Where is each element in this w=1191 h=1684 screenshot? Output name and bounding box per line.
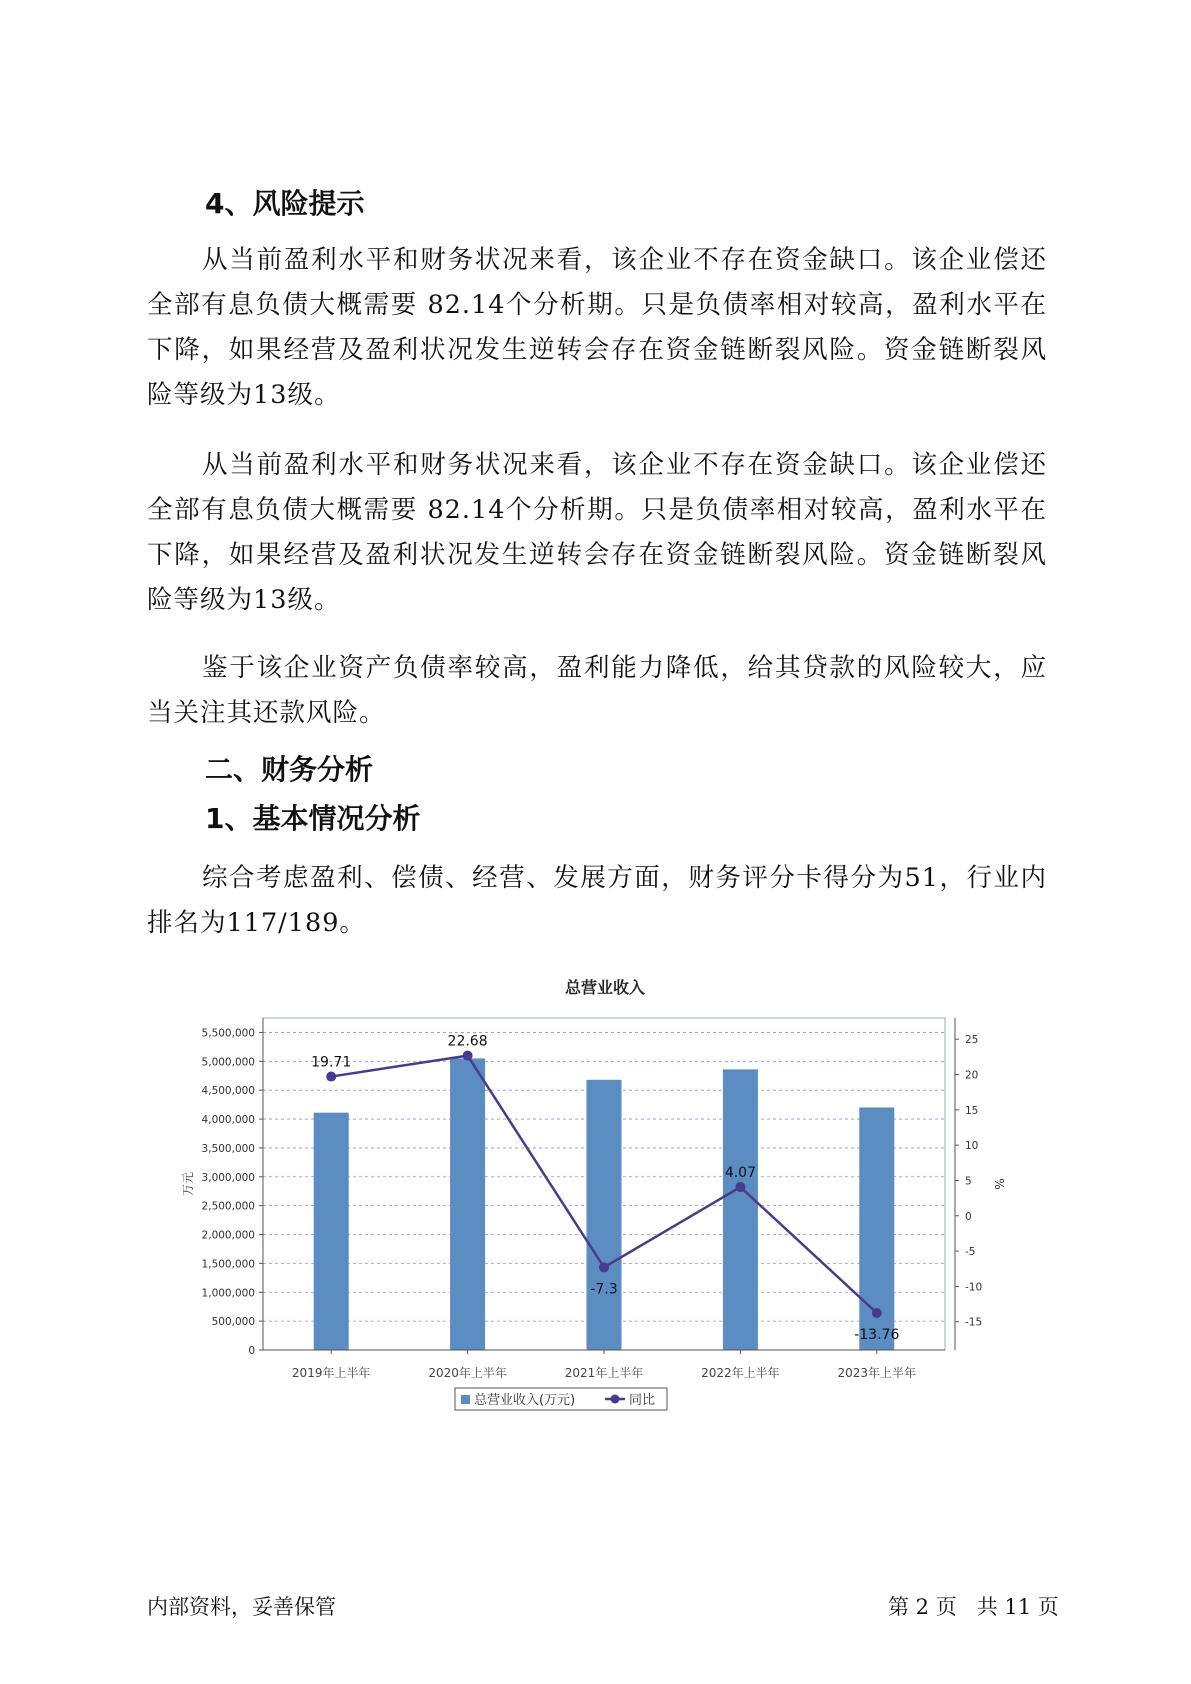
line-point xyxy=(872,1308,882,1318)
legend-swatch-bar xyxy=(461,1395,470,1404)
y-tick-label: 2,000,000 xyxy=(201,1229,255,1242)
subsection-heading-basic: 1、基本情况分析 xyxy=(205,802,421,835)
x-tick-label: 2021年上半年 xyxy=(564,1366,644,1380)
y2-tick-label: 0 xyxy=(965,1210,972,1223)
y-tick-label: 4,000,000 xyxy=(201,1114,255,1127)
data-label: 4.07 xyxy=(724,1165,756,1182)
revenue-chart-svg xyxy=(180,970,1006,1425)
section-heading-risk: 4、风险提示 xyxy=(205,187,365,220)
x-tick-label: 2022年上半年 xyxy=(701,1366,780,1380)
y2-tick-label: -5 xyxy=(965,1246,976,1259)
y-tick-label: 3,000,000 xyxy=(201,1171,255,1184)
line-point xyxy=(599,1262,609,1272)
legend-label-yoy: 同比 xyxy=(629,1393,656,1408)
legend-label-revenue: 总营业收入(万元) xyxy=(474,1393,576,1408)
y-tick-label: 0 xyxy=(248,1345,255,1357)
line-point xyxy=(735,1182,745,1192)
bar xyxy=(723,1069,758,1350)
y2-tick-label: 15 xyxy=(965,1104,979,1117)
line-point xyxy=(463,1051,473,1061)
y-tick-label: 500,000 xyxy=(211,1316,255,1329)
y-tick-label: 1,500,000 xyxy=(201,1258,255,1271)
section-heading-financial: 二、财务分析 xyxy=(205,753,374,786)
legend-swatch-marker xyxy=(611,1395,620,1404)
data-label: -7.3 xyxy=(590,1281,618,1298)
footer-left: 内部资料，妥善保管 xyxy=(147,1595,336,1619)
x-tick-label: 2020年上半年 xyxy=(428,1366,507,1380)
chart-title: 总营业收入 xyxy=(564,978,646,997)
revenue-chart xyxy=(180,970,1006,1425)
y-tick-label: 5,500,000 xyxy=(201,1027,255,1040)
y-axis-title: 万元 xyxy=(181,1171,195,1197)
y2-tick-label: -15 xyxy=(965,1316,983,1329)
footer-page-number: 第 2 页 共 11 页 xyxy=(888,1595,1059,1619)
y2-tick-label: 20 xyxy=(965,1069,979,1082)
y-tick-label: 4,500,000 xyxy=(201,1085,255,1098)
risk-paragraph-2: 从当前盈利水平和财务状况来看，该企业不存在资金缺口。该企业偿还全部有息负债大概需要 82.14个分析期。只是负债率相对较高，盈利水平在下降，如果经营及盈利状况发生逆转会存在资金链断裂风险。资金链断裂风险等级为13级。 xyxy=(147,450,1047,615)
y-tick-label: 3,500,000 xyxy=(201,1142,255,1155)
data-label: -13.76 xyxy=(854,1326,900,1343)
y-tick-label: 5,000,000 xyxy=(201,1056,255,1069)
y2-tick-label: 10 xyxy=(965,1140,979,1153)
y2-tick-label: -10 xyxy=(965,1281,983,1294)
y2-tick-label: 5 xyxy=(965,1175,972,1188)
x-tick-label: 2023年上半年 xyxy=(837,1366,917,1380)
data-label: 19.71 xyxy=(311,1054,352,1071)
basic-analysis-paragraph: 综合考虑盈利、偿债、经营、发展方面，财务评分卡得分为51，行业内排名为117/189。 xyxy=(147,863,1047,938)
risk-paragraph-1: 从当前盈利水平和财务状况来看，该企业不存在资金缺口。该企业偿还全部有息负债大概需要 82.14个分析期。只是负债率相对较高，盈利水平在下降，如果经营及盈利状况发生逆转会存在资金链断裂风险。资金链断裂风险等级为13级。 xyxy=(147,245,1047,410)
y-tick-label: 2,500,000 xyxy=(201,1200,255,1213)
bar xyxy=(587,1080,622,1350)
line-point xyxy=(326,1072,336,1082)
bar xyxy=(450,1058,485,1350)
y2-tick-label: 25 xyxy=(965,1034,979,1047)
y-tick-label: 1,000,000 xyxy=(201,1287,255,1300)
risk-paragraph-3: 鉴于该企业资产负债率较高，盈利能力降低，给其贷款的风险较大，应当关注其还款风险。 xyxy=(147,653,1047,728)
bar xyxy=(314,1113,349,1350)
data-label: 22.68 xyxy=(447,1033,488,1050)
x-tick-label: 2019年上半年 xyxy=(291,1366,371,1380)
y2-axis-title: % xyxy=(992,1178,1006,1190)
